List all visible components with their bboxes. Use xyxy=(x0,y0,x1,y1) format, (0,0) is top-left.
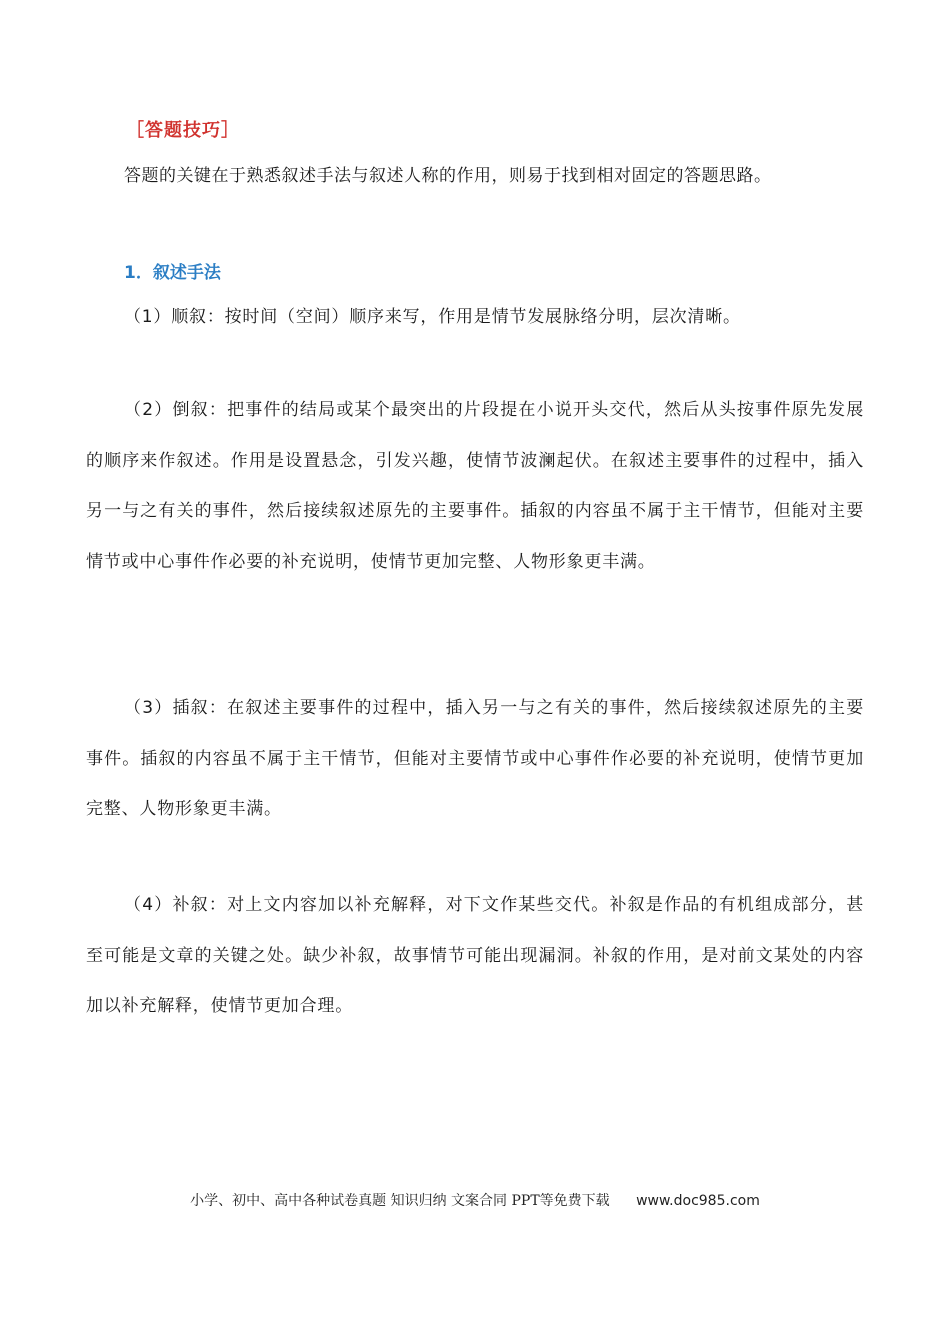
tips-title: ［答题技巧］ xyxy=(126,120,240,141)
page-footer xyxy=(0,1190,950,1210)
footer-text: 小学、初中、高中各种试卷真题 知识归纳 文案合同 PPT等免费下载 xyxy=(190,1193,610,1209)
footer-url[interactable]: www.doc985.com xyxy=(636,1193,760,1209)
paragraph-flashback: （2）倒叙：把事件的结局或某个最突出的片段提在小说开头交代，然后从头按事件原先发展的顺序来作叙述。作用是设置悬念，引发兴趣，使情节波澜起伏。在叙述主要事件的过程中，插入另一与之有关的事件，然后接续叙述原先的主要事件。插叙的内容虽不属于主干情节，但能对主要情节或中心事件作必要的补充说明，使情节更加完整、人物形象更丰满。 xyxy=(86,400,864,572)
paragraph-supplementary: （4）补叙：对上文内容加以补充解释，对下文作某些交代。补叙是作品的有机组成部分，甚至可能是文章的关键之处。缺少补叙，故事情节可能出现漏洞。补叙的作用，是对前文某处的内容加以补充解释，使情节更加合理。 xyxy=(86,895,864,1016)
paragraph-interpolation: （3）插叙：在叙述主要事件的过程中，插入另一与之有关的事件，然后接续叙述原先的主要事件。插叙的内容虽不属于主干情节，但能对主要情节或中心事件作必要的补充说明，使情节更加完整、人物形象更丰满。 xyxy=(86,698,864,819)
paragraph-chronological: （1）顺叙：按时间（空间）顺序来写，作用是情节发展脉络分明，层次清晰。 xyxy=(124,307,741,327)
intro-text: 答题的关键在于熟悉叙述手法与叙述人称的作用，则易于找到相对固定的答题思路。 xyxy=(124,166,772,186)
section-heading: 1．叙述手法 xyxy=(124,263,221,283)
